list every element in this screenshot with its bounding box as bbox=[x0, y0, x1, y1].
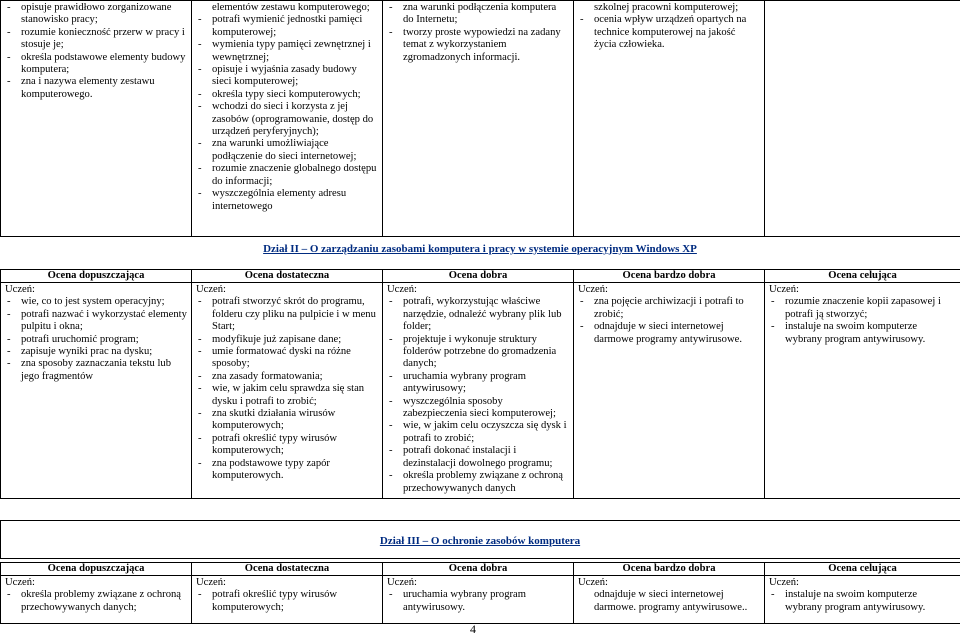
criteria-item: - opisuje prawidłowo zorganizowane stanowisko pracy; bbox=[5, 2, 187, 27]
s2-col-4 bbox=[574, 283, 765, 499]
s3-col-1 bbox=[1, 576, 192, 624]
criteria-list bbox=[196, 589, 378, 614]
criteria-item: - ocenia wpływ urządzeń opartych na technice komputerowej na jakość życia człowieka. bbox=[578, 14, 760, 51]
student-label: Uczeń: bbox=[578, 577, 608, 588]
criteria-list bbox=[578, 2, 760, 52]
top-col-2 bbox=[192, 1, 383, 237]
criteria-list bbox=[578, 589, 760, 614]
header-bardzo-dobra: Ocena bardzo dobra bbox=[574, 563, 765, 576]
criteria-item: - umie formatować dyski na różne sposoby; bbox=[196, 346, 378, 371]
criteria-item: - odnajduje w sieci internetowej darmowe programy antywirusowe. bbox=[578, 321, 760, 346]
criteria-item: - opisuje i wyjaśnia zasady budowy sieci komputerowej; bbox=[196, 64, 378, 89]
criteria-item: - potrafi określić typy wirusów komputerowych; bbox=[196, 433, 378, 458]
section-3-criteria-row bbox=[1, 576, 960, 624]
student-label: Uczeń: bbox=[387, 577, 417, 588]
criteria-list bbox=[5, 589, 187, 614]
s2-col-5 bbox=[765, 283, 960, 499]
criteria-list bbox=[387, 296, 569, 495]
page-number: 4 bbox=[470, 622, 476, 636]
criteria-item: - wymienia typy pamięci zewnętrznej i wewnętrznej; bbox=[196, 39, 378, 64]
student-label: Uczeń: bbox=[196, 284, 226, 295]
criteria-item: - określa typy sieci komputerowych; bbox=[196, 89, 378, 101]
criteria-item: - potrafi, wykorzystując właściwe narzędzie, odnaleźć wybrany plik lub folder; bbox=[387, 296, 569, 333]
criteria-item: - projektuje i wykonuje struktury folderów potrzebne do gromadzenia danych; bbox=[387, 334, 569, 371]
header-celujaca: Ocena celująca bbox=[765, 563, 960, 576]
criteria-item: elementów zestawu komputerowego; bbox=[212, 2, 370, 13]
criteria-item: - potrafi wymienić jednostki pamięci komputerowej; bbox=[196, 14, 378, 39]
header-dostateczna: Ocena dostateczna bbox=[192, 270, 383, 283]
criteria-list bbox=[5, 296, 187, 383]
criteria-item: odnajduje w sieci internetowej darmowe. programy antywirusowe.. bbox=[594, 589, 748, 613]
criteria-item: - wie, w jakim celu sprawdza się stan dysku i potrafi to zrobić; bbox=[196, 383, 378, 408]
criteria-item: - określa podstawowe elementy budowy komputera; bbox=[5, 52, 187, 77]
criteria-item: - wyszczególnia sposoby zabezpieczenia sieci komputerowej; bbox=[387, 396, 569, 421]
section-3-title: Dział III – O ochronie zasobów komputera bbox=[379, 535, 581, 547]
criteria-item: - rozumie znaczenie globalnego dostępu do informacji; bbox=[196, 163, 378, 188]
criteria-item: - uruchamia wybrany program antywirusowy. bbox=[387, 589, 569, 614]
criteria-item: - rozumie konieczność przerw w pracy i stosuje je; bbox=[5, 27, 187, 52]
header-dobra: Ocena dobra bbox=[383, 270, 574, 283]
header-dostateczna: Ocena dostateczna bbox=[192, 563, 383, 576]
criteria-item: - wie, co to jest system operacyjny; bbox=[5, 296, 187, 308]
criteria-list bbox=[5, 2, 187, 101]
criteria-item: - wchodzi do sieci i korzysta z jej zasobów (oprogramowanie, dostęp do urządzeń peryferyjnych); bbox=[196, 101, 378, 138]
criteria-item: szkolnej pracowni komputerowej; bbox=[594, 2, 739, 13]
student-label: Uczeń: bbox=[196, 577, 226, 588]
header-dopuszczajaca: Ocena dopuszczająca bbox=[1, 270, 192, 283]
criteria-item: - instaluje na swoim komputerze wybrany program antywirusowy. bbox=[769, 321, 956, 346]
s3-col-2 bbox=[192, 576, 383, 624]
criteria-item: - potrafi uruchomić program; bbox=[5, 334, 187, 346]
top-col-1 bbox=[1, 1, 192, 237]
criteria-item: - zna warunki podłączenia komputera do Internetu; bbox=[387, 2, 569, 27]
student-label: Uczeń: bbox=[769, 577, 799, 588]
section-2-table bbox=[0, 269, 960, 499]
top-criteria-table bbox=[0, 0, 960, 237]
top-col-4 bbox=[574, 1, 765, 237]
criteria-item: - modyfikuje już zapisane dane; bbox=[196, 334, 378, 346]
criteria-list bbox=[578, 296, 760, 346]
s3-col-5 bbox=[765, 576, 960, 624]
criteria-item: - wie, w jakim celu oczyszcza się dysk i potrafi to zrobić; bbox=[387, 420, 569, 445]
criteria-list bbox=[387, 2, 569, 64]
student-label: Uczeń: bbox=[5, 284, 35, 295]
criteria-list bbox=[769, 296, 956, 346]
s3-col-3 bbox=[383, 576, 574, 624]
s2-col-3 bbox=[383, 283, 574, 499]
criteria-item: - zna skutki działania wirusów komputerowych; bbox=[196, 408, 378, 433]
criteria-item: - potrafi stworzyć skrót do programu, folderu czy pliku na pulpicie i w menu Start; bbox=[196, 296, 378, 333]
criteria-item: - określa problemy związane z ochroną przechowywanych danych; bbox=[5, 589, 187, 614]
criteria-list bbox=[196, 296, 378, 482]
criteria-item: - zna i nazywa elementy zestawu komputerowego. bbox=[5, 76, 187, 101]
header-celujaca: Ocena celująca bbox=[765, 270, 960, 283]
criteria-item: - zna podstawowe typy zapór komputerowych. bbox=[196, 458, 378, 483]
s2-col-2 bbox=[192, 283, 383, 499]
criteria-item: - potrafi określić typy wirusów komputerowych; bbox=[196, 589, 378, 614]
criteria-item: - zna warunki umożliwiające podłączenie do sieci internetowej; bbox=[196, 138, 378, 163]
criteria-list bbox=[769, 589, 956, 614]
s2-col-1 bbox=[1, 283, 192, 499]
criteria-item: - rozumie znaczenie kopii zapasowej i potrafi ją stworzyć; bbox=[769, 296, 956, 321]
criteria-item: - zna pojęcie archiwizacji i potrafi to zrobić; bbox=[578, 296, 760, 321]
section-2-title: Dział II – O zarządzaniu zasobami komputera i pracy w systemie operacyjnym Windows XP bbox=[263, 243, 697, 255]
header-dobra: Ocena dobra bbox=[383, 563, 574, 576]
criteria-item: - wyszczególnia elementy adresu internetowego bbox=[196, 188, 378, 213]
student-label: Uczeń: bbox=[578, 284, 608, 295]
criteria-item: - potrafi dokonać instalacji i dezinstalacji dowolnego programu; bbox=[387, 445, 569, 470]
header-bardzo-dobra: Ocena bardzo dobra bbox=[574, 270, 765, 283]
criteria-item: - potrafi nazwać i wykorzystać elementy pulpitu i okna; bbox=[5, 309, 187, 334]
criteria-item: - zna sposoby zaznaczania tekstu lub jego fragmentów bbox=[5, 358, 187, 383]
section-2-criteria-row bbox=[1, 283, 960, 499]
criteria-item: - zapisuje wyniki prac na dysku; bbox=[5, 346, 187, 358]
criteria-item: - określa problemy związane z ochroną przechowywanych danych bbox=[387, 470, 569, 495]
top-col-5 bbox=[765, 1, 960, 237]
s3-col-4 bbox=[574, 576, 765, 624]
student-label: Uczeń: bbox=[387, 284, 417, 295]
criteria-item: - tworzy proste wypowiedzi na zadany temat z wykorzystaniem zgromadzonych informacji. bbox=[387, 27, 569, 64]
criteria-item: - zna zasady formatowania; bbox=[196, 371, 378, 383]
top-col-3 bbox=[383, 1, 574, 237]
criteria-list bbox=[196, 2, 378, 213]
section-2-header-row bbox=[1, 270, 960, 283]
header-dopuszczajaca: Ocena dopuszczająca bbox=[1, 563, 192, 576]
section-3-table bbox=[0, 562, 960, 624]
criteria-list bbox=[387, 589, 569, 614]
section-3-header-row bbox=[1, 563, 960, 576]
student-label: Uczeń: bbox=[769, 284, 799, 295]
student-label: Uczeń: bbox=[5, 577, 35, 588]
top-criteria-row bbox=[1, 1, 960, 237]
criteria-item: - uruchamia wybrany program antywirusowy; bbox=[387, 371, 569, 396]
criteria-item: - instaluje na swoim komputerze wybrany program antywirusowy. bbox=[769, 589, 956, 614]
